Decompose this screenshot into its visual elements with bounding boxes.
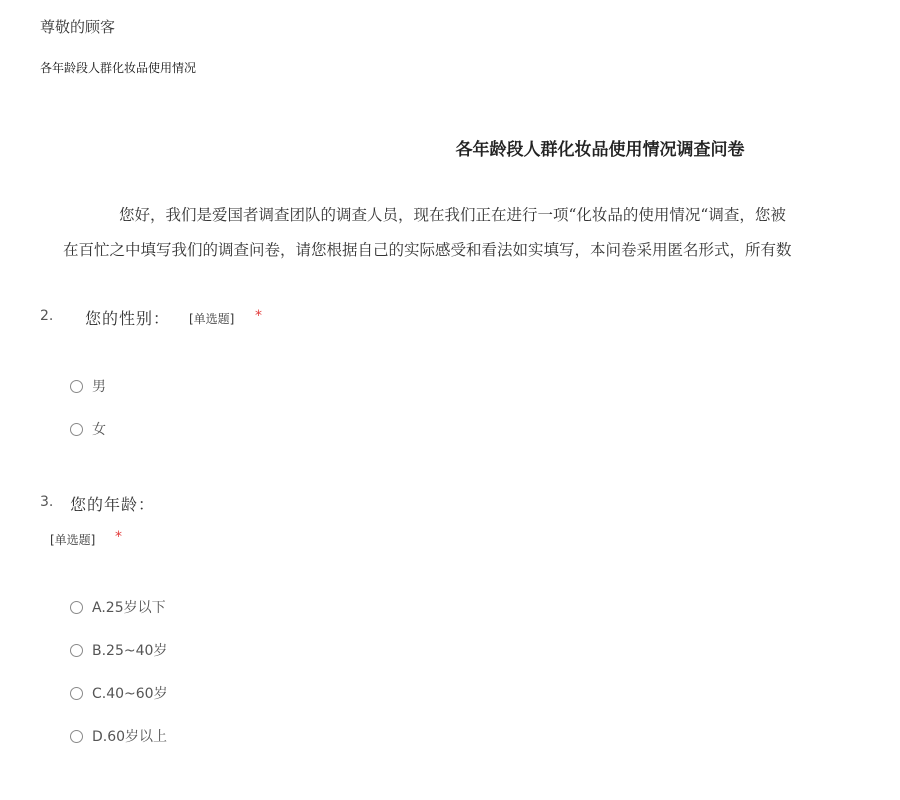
option-label: B.25~40岁	[92, 643, 168, 659]
radio-button[interactable]	[70, 601, 83, 614]
radio-button[interactable]	[70, 730, 83, 743]
option-age-40-60[interactable]	[70, 683, 168, 703]
question-type-label: [单选题]	[189, 312, 235, 326]
option-male[interactable]	[70, 376, 106, 396]
option-age-over-60[interactable]	[70, 726, 167, 746]
option-label: 男	[92, 379, 106, 395]
radio-button[interactable]	[70, 423, 83, 436]
intro-line-2: 在百忙之中填写我们的调查问卷，请您根据自己的实际感受和看法如实填写，本问卷采用匿名形式，所有数	[63, 241, 792, 259]
question-text: 您的年龄：	[70, 495, 156, 514]
option-label: 女	[92, 422, 106, 438]
question-type-label: [单选题]	[50, 533, 96, 547]
option-age-25-40[interactable]	[70, 640, 167, 660]
radio-button[interactable]	[70, 644, 83, 657]
intro-line-1: 您好，我们是爱国者调查团队的调查人员，现在我们正在进行一项“化妆品的使用情况“调查，您被	[119, 206, 786, 224]
required-marker: *	[115, 529, 122, 545]
radio-button[interactable]	[70, 687, 83, 700]
greeting-text: 尊敬的顾客	[40, 18, 116, 36]
option-age-under-25[interactable]	[70, 597, 166, 617]
question-number: 2.	[40, 308, 54, 324]
question-text: 您的性别：	[85, 309, 171, 328]
survey-title: 各年龄段人群化妆品使用情况调查问卷	[455, 140, 745, 160]
required-marker: *	[255, 308, 262, 324]
survey-name: 各年龄段人群化妆品使用情况	[40, 61, 197, 75]
option-label: D.60岁以上	[92, 729, 168, 745]
question-number: 3.	[40, 494, 54, 510]
option-female[interactable]	[70, 419, 106, 439]
option-label: A.25岁以下	[92, 600, 166, 616]
option-label: C.40~60岁	[92, 686, 168, 702]
radio-button[interactable]	[70, 380, 83, 393]
